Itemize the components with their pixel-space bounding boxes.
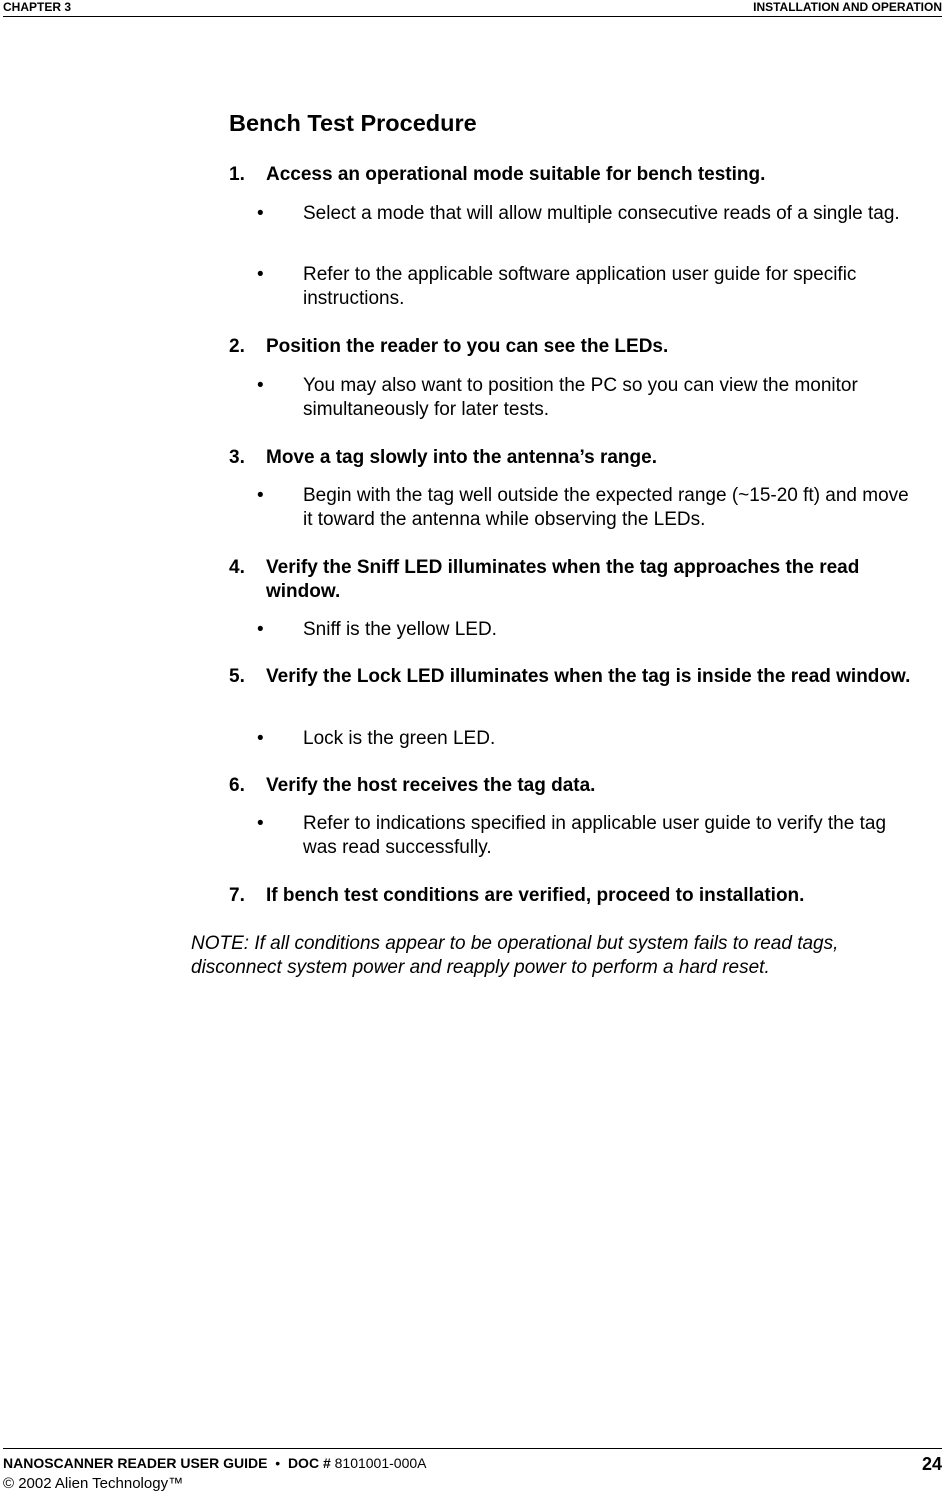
bullet-text: You may also want to position the PC so you can view the monitor simultaneously for later tests. <box>303 375 858 420</box>
bullet-icon: • <box>257 619 264 640</box>
step-number: 3. <box>229 447 245 468</box>
step-text: Verify the Sniff LED illuminates when the tag approaches the read window. <box>266 557 860 602</box>
bullet-icon: • <box>257 813 264 834</box>
doc-number: 8101001-000A <box>334 1455 427 1471</box>
step-text: Verify the Lock LED illuminates when the tag is inside the read window. <box>266 666 911 687</box>
step-number: 7. <box>229 885 245 906</box>
bullet-text: Begin with the tag well outside the expected range (~15-20 ft) and move it toward the antenna while observing the LEDs. <box>303 485 909 530</box>
note-text: NOTE: If all conditions appear to be operational but system fails to read tags, disconnect system power and reapply power to perform a hard reset. <box>191 933 839 978</box>
chapter-label: CHAPTER 3 <box>3 0 72 14</box>
step-text: Access an operational mode suitable for bench testing. <box>266 164 766 185</box>
bullet-text: Refer to the applicable software application user guide for specific instructions. <box>303 264 857 309</box>
step-text: Verify the host receives the tag data. <box>266 775 596 796</box>
bullet-text: Refer to indications specified in applicable user guide to verify the tag was read successfully. <box>303 813 887 858</box>
doc-label: DOC # <box>287 1455 331 1471</box>
step-number: 6. <box>229 775 245 796</box>
guide-title: NANOSCANNER READER USER GUIDE <box>3 1455 268 1471</box>
bullet-icon: • <box>257 264 264 285</box>
footer-doc-line <box>3 1455 427 1471</box>
bullet-icon: • <box>257 728 264 749</box>
bullet-icon: • <box>257 203 264 224</box>
section-label: INSTALLATION AND OPERATION <box>753 0 942 14</box>
bullet-icon: • <box>257 375 264 396</box>
page-footer <box>3 1448 942 1497</box>
bullet-text: Sniff is the yellow LED. <box>303 619 497 640</box>
bullet-text: Lock is the green LED. <box>303 728 496 749</box>
step-number: 4. <box>229 557 245 578</box>
step-text: If bench test conditions are verified, proceed to installation. <box>266 885 805 906</box>
page-title: Bench Test Procedure <box>229 110 477 136</box>
bullet-icon: • <box>257 485 264 506</box>
bullet-text: Select a mode that will allow multiple consecutive reads of a single tag. <box>303 203 900 224</box>
step-number: 1. <box>229 164 245 185</box>
page-number: 24 <box>921 1454 942 1474</box>
step-text: Move a tag slowly into the antenna’s range. <box>266 447 657 468</box>
step-text: Position the reader to you can see the LEDs. <box>266 336 669 357</box>
separator-bullet: • <box>275 1455 281 1471</box>
copyright: © 2002 Alien Technology™ <box>3 1475 184 1492</box>
page-header <box>3 0 942 17</box>
step-number: 5. <box>229 666 245 687</box>
step-number: 2. <box>229 336 245 357</box>
